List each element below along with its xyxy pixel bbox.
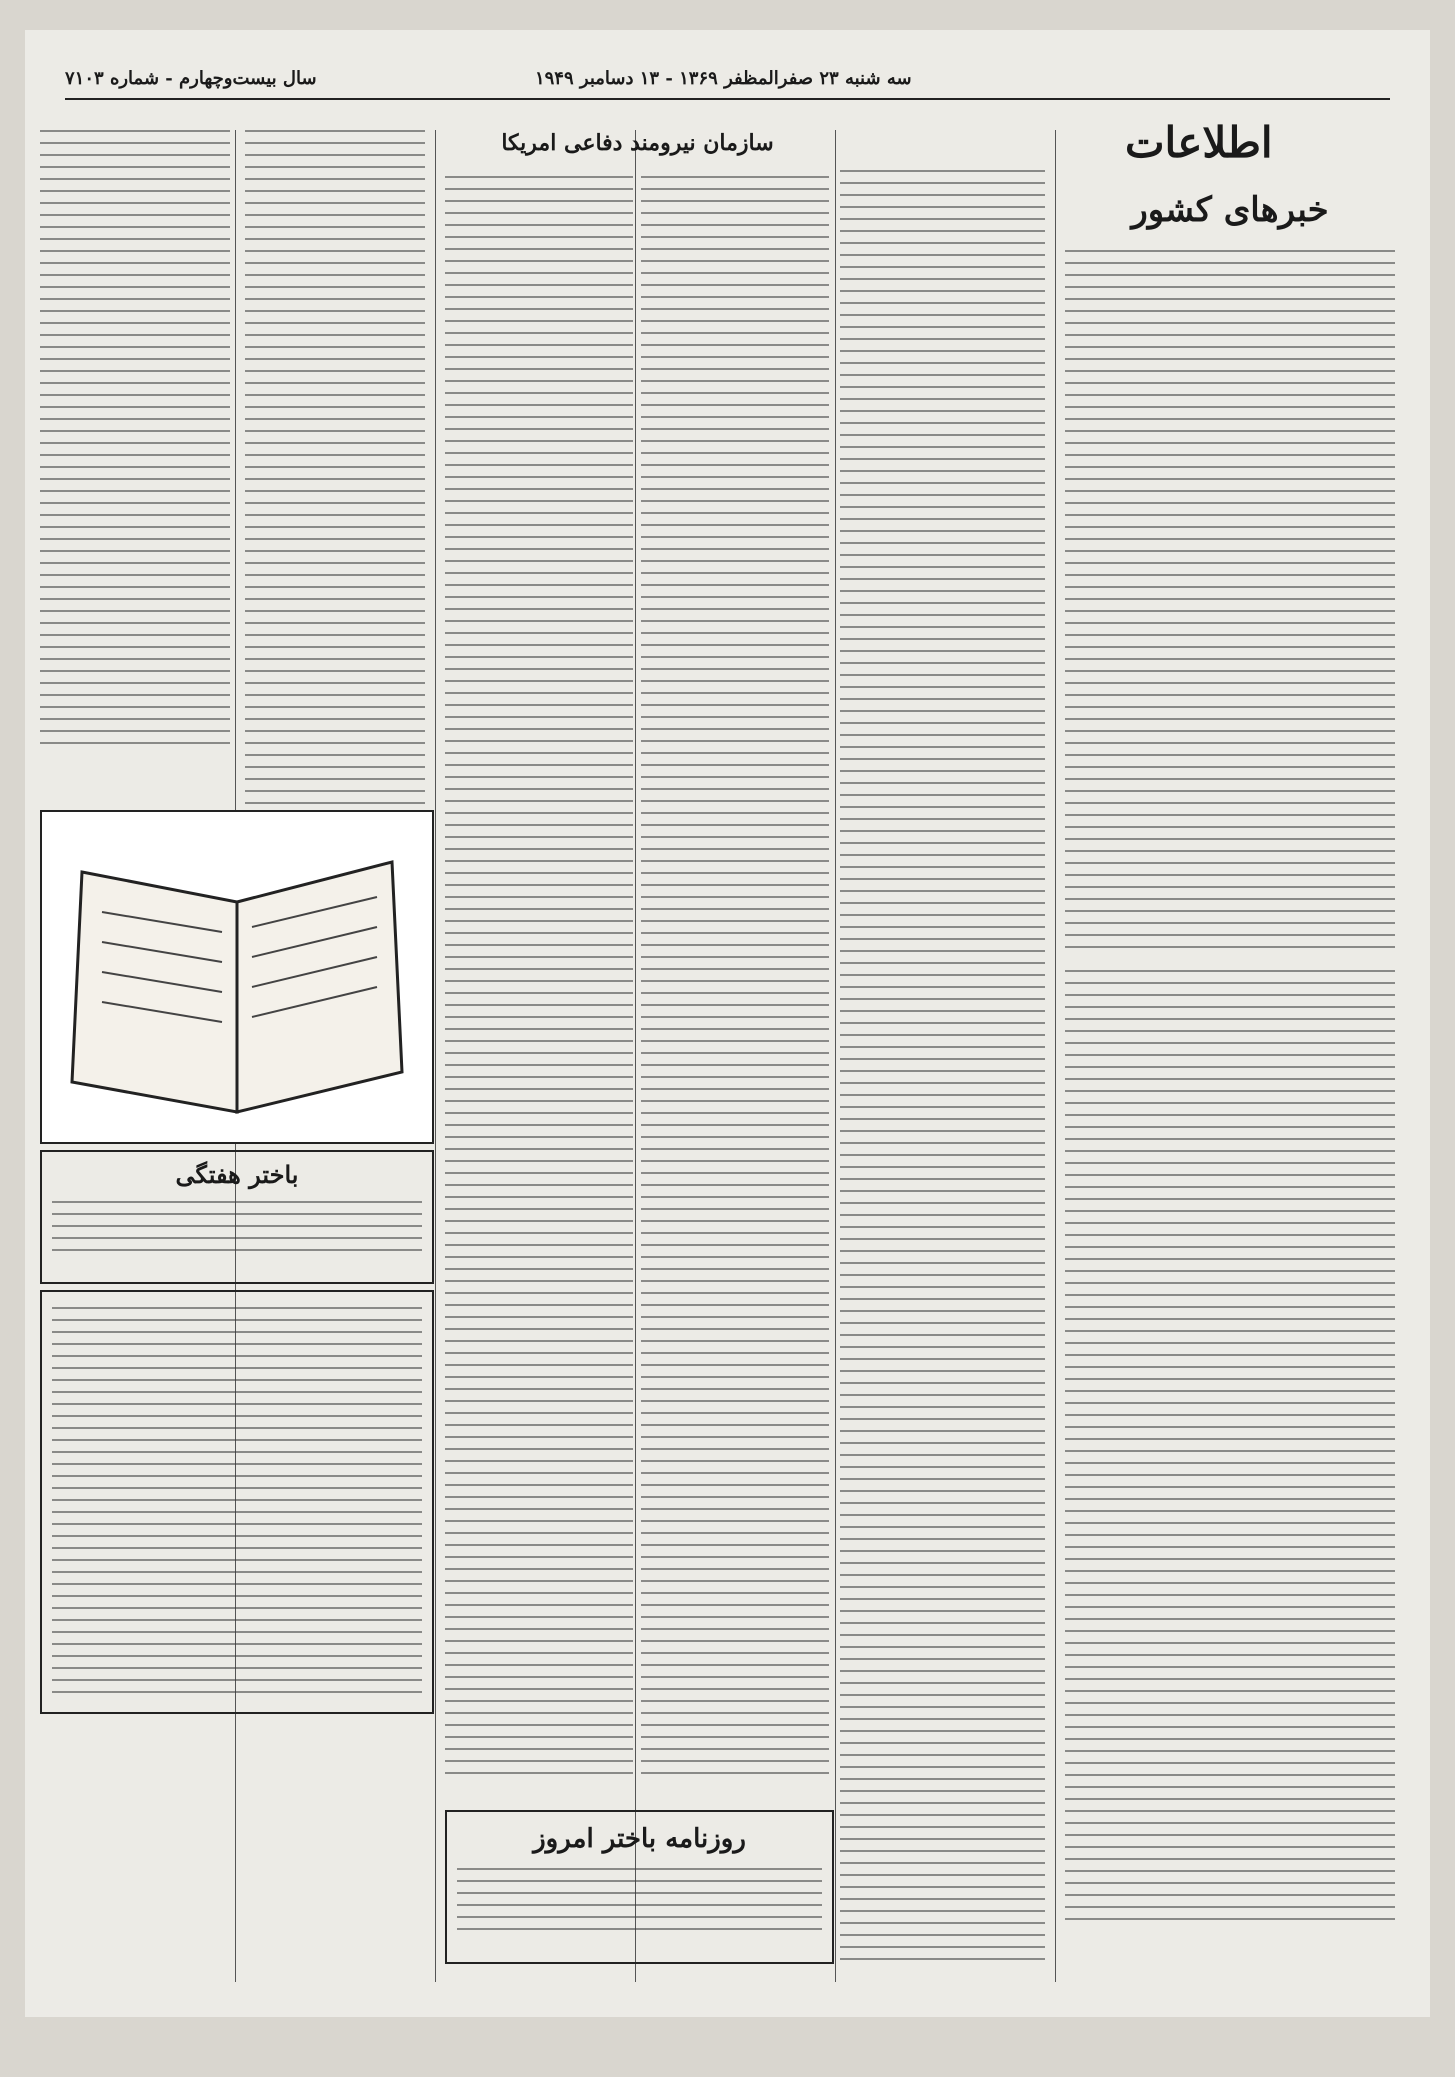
column-2 — [840, 170, 1045, 1982]
right-column — [1065, 190, 1395, 1982]
book-ad — [40, 1290, 434, 1714]
header-bar — [65, 58, 1390, 100]
book-illustration — [40, 810, 434, 1144]
column-rule — [435, 130, 436, 1982]
article-text — [840, 170, 1045, 1970]
article-text — [1065, 250, 1395, 950]
country-news-title: خبرهای کشور — [1131, 190, 1329, 230]
ad-text — [457, 1868, 822, 1938]
column-rule — [1055, 130, 1056, 1982]
article-text — [245, 130, 425, 830]
newspaper-page — [25, 30, 1430, 2017]
article-text — [40, 130, 230, 750]
weekly-title: باختر هفتگی — [175, 1160, 299, 1189]
date-line: سه شنبه ۲۳ صفرالمظفر ۱۳۶۹ - ۱۳ دسامبر ۱۹۴۹ — [534, 67, 912, 89]
bakhtar-title: روزنامه باختر امروز — [533, 1824, 746, 1854]
weekly-ad — [40, 1150, 434, 1284]
ad-text — [52, 1201, 422, 1261]
open-book-icon — [42, 812, 432, 1142]
issue-info: سال بیست‌وچهارم - شماره ۷۱۰۳ — [65, 67, 317, 89]
column-rule — [835, 130, 836, 1982]
article-text — [445, 176, 633, 1776]
bakhtar-ad — [445, 1810, 834, 1964]
masthead: اطلاعات — [1125, 117, 1273, 167]
article-text — [1065, 970, 1395, 1930]
article-text — [641, 176, 829, 1776]
us-org-title: سازمان نیرومند دفاعی امریکا — [501, 130, 774, 156]
center-columns — [445, 130, 830, 1982]
ad-text — [52, 1307, 422, 1697]
